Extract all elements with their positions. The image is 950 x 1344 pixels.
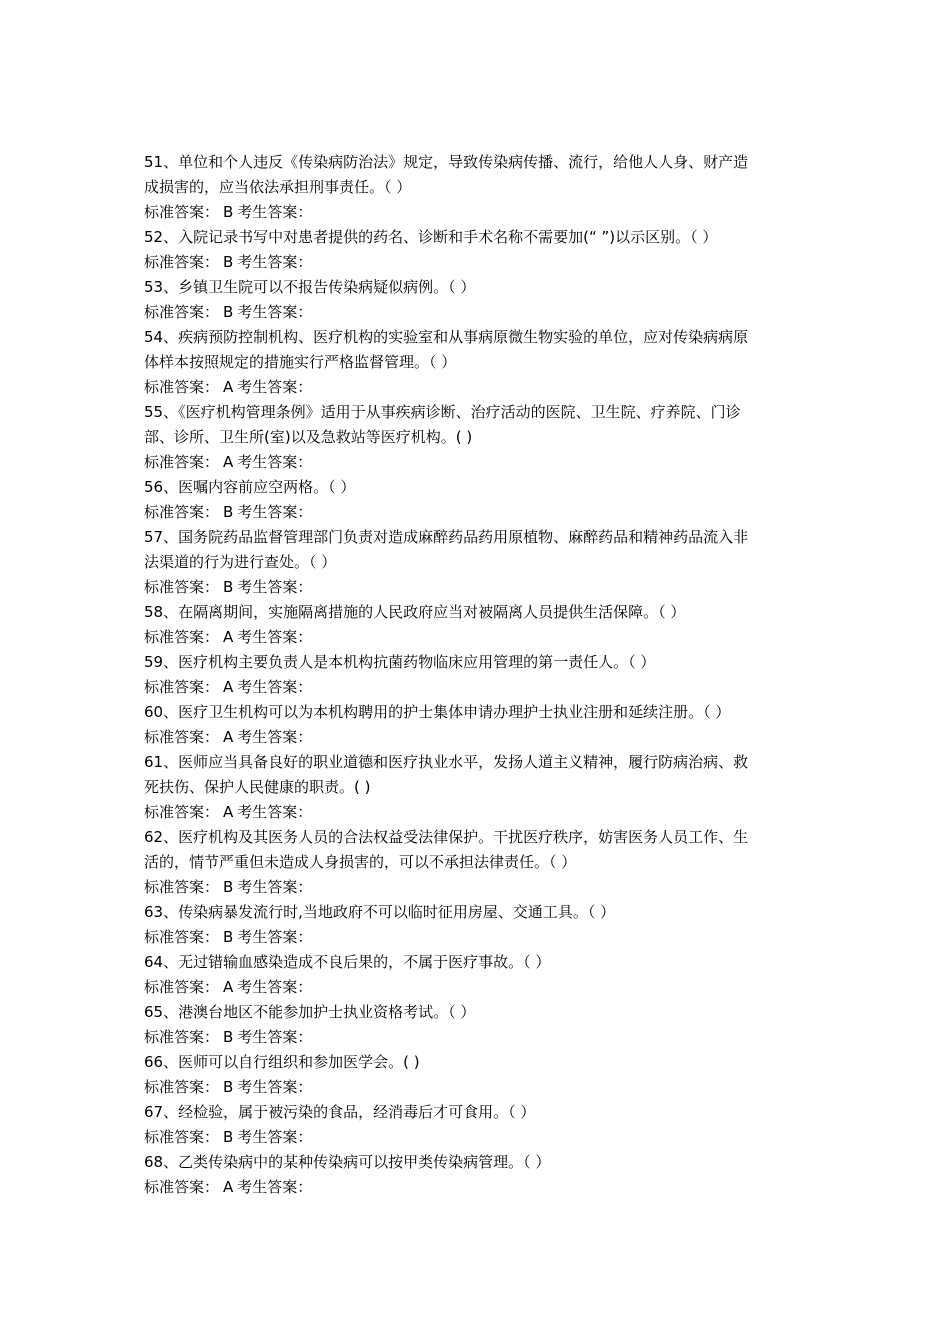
question-text: 法渠道的行为进行查处。（ ）: [144, 553, 337, 571]
standard-answer-label: 标准答案：: [144, 1178, 220, 1196]
answer-line: [144, 925, 820, 950]
question-item: [144, 1150, 820, 1200]
question-text: 53、乡镇卫生院可以不报告传染病疑似病例。（ ）: [144, 278, 476, 296]
examinee-answer-label: 考生答案：: [237, 303, 313, 321]
question-item: [144, 225, 820, 275]
examinee-answer-label: 考生答案：: [237, 578, 313, 596]
examinee-answer-label: 考生答案：: [237, 453, 313, 471]
examinee-answer-label: 考生答案：: [237, 503, 313, 521]
question-item: [144, 475, 820, 525]
question-text: 67、经检验，属于被污染的食品，经消毒后才可食用。（ ）: [144, 1103, 536, 1121]
question-item: [144, 1100, 820, 1150]
standard-answer-label: 标准答案：: [144, 878, 220, 896]
answer-line: [144, 675, 820, 700]
examinee-answer-label: 考生答案：: [237, 378, 313, 396]
answer-line: [144, 575, 820, 600]
answer-line: [144, 625, 820, 650]
answer-line: [144, 725, 820, 750]
standard-answer-label: 标准答案：: [144, 678, 220, 696]
standard-answer-value: A: [223, 803, 234, 821]
question-text: 56、医嘱内容前应空两格。（ ）: [144, 478, 356, 496]
standard-answer-label: 标准答案：: [144, 303, 220, 321]
examinee-answer-label: 考生答案：: [237, 203, 313, 221]
standard-answer-value: B: [223, 578, 234, 596]
answer-line: [144, 1075, 820, 1100]
examinee-answer-label: 考生答案：: [237, 628, 313, 646]
question-item: [144, 150, 820, 225]
question-text: 55、《医疗机构管理条例》适用于从事疾病诊断、治疗活动的医院、卫生院、疗养院、门诊: [144, 403, 741, 421]
standard-answer-label: 标准答案：: [144, 503, 220, 521]
standard-answer-value: A: [223, 1178, 234, 1196]
standard-answer-label: 标准答案：: [144, 1128, 220, 1146]
question-item: [144, 700, 820, 750]
standard-answer-value: A: [223, 453, 234, 471]
question-text: 52、入院记录书写中对患者提供的药名、诊断和手术名称不需要加(“ ”)以示区别。（ ）: [144, 228, 718, 246]
standard-answer-label: 标准答案：: [144, 453, 220, 471]
standard-answer-value: B: [223, 928, 234, 946]
question-item: [144, 525, 820, 600]
examinee-answer-label: 考生答案：: [237, 1028, 313, 1046]
standard-answer-value: B: [223, 253, 234, 271]
question-text: 65、港澳台地区不能参加护士执业资格考试。（ ）: [144, 1003, 476, 1021]
standard-answer-value: B: [223, 203, 234, 221]
question-item: [144, 650, 820, 700]
standard-answer-value: B: [223, 1078, 234, 1096]
question-text: 62、医疗机构及其医务人员的合法权益受法律保护。干扰医疗秩序，妨害医务人员工作、生: [144, 828, 749, 846]
standard-answer-label: 标准答案：: [144, 1028, 220, 1046]
examinee-answer-label: 考生答案：: [237, 1128, 313, 1146]
standard-answer-value: A: [223, 678, 234, 696]
standard-answer-label: 标准答案：: [144, 203, 220, 221]
answer-line: [144, 200, 820, 225]
standard-answer-label: 标准答案：: [144, 1078, 220, 1096]
answer-line: [144, 875, 820, 900]
question-item: [144, 825, 820, 900]
answer-line: [144, 500, 820, 525]
question-text: 体样本按照规定的措施实行严格监督管理。（ ）: [144, 353, 457, 371]
standard-answer-value: B: [223, 1028, 234, 1046]
examinee-answer-label: 考生答案：: [237, 1178, 313, 1196]
question-text: 60、医疗卫生机构可以为本机构聘用的护士集体申请办理护士执业注册和延续注册。（ ）: [144, 703, 731, 721]
examinee-answer-label: 考生答案：: [237, 878, 313, 896]
question-item: [144, 750, 820, 825]
standard-answer-value: B: [223, 303, 234, 321]
question-text: 68、乙类传染病中的某种传染病可以按甲类传染病管理。（ ）: [144, 1153, 551, 1171]
question-text: 61、医师应当具备良好的职业道德和医疗执业水平，发扬人道主义精神，履行防病治病、救: [144, 753, 749, 771]
question-text: 部、诊所、卫生所(室)以及急救站等医疗机构。( ): [144, 428, 473, 446]
question-text: 57、国务院药品监督管理部门负责对造成麻醉药品药用原植物、麻醉药品和精神药品流入非: [144, 528, 749, 546]
standard-answer-value: A: [223, 628, 234, 646]
examinee-answer-label: 考生答案：: [237, 803, 313, 821]
standard-answer-label: 标准答案：: [144, 253, 220, 271]
standard-answer-value: B: [223, 878, 234, 896]
examinee-answer-label: 考生答案：: [237, 928, 313, 946]
question-item: [144, 400, 820, 475]
standard-answer-label: 标准答案：: [144, 978, 220, 996]
question-item: [144, 1050, 820, 1100]
question-text: 54、疾病预防控制机构、医疗机构的实验室和从事病原微生物实验的单位，应对传染病病原: [144, 328, 749, 346]
question-item: [144, 950, 820, 1000]
question-text: 64、无过错输血感染造成不良后果的，不属于医疗事故。（ ）: [144, 953, 551, 971]
answer-line: [144, 1125, 820, 1150]
question-list: [144, 150, 820, 1200]
standard-answer-label: 标准答案：: [144, 803, 220, 821]
question-text: 死扶伤、保护人民健康的职责。( ): [144, 778, 371, 796]
question-text: 成损害的，应当依法承担刑事责任。（ ）: [144, 178, 412, 196]
question-text: 51、单位和个人违反《传染病防治法》规定，导致传染病传播、流行，给他人人身、财产造: [144, 153, 749, 171]
answer-line: [144, 1025, 820, 1050]
question-item: [144, 325, 820, 400]
question-item: [144, 600, 820, 650]
standard-answer-label: 标准答案：: [144, 628, 220, 646]
standard-answer-label: 标准答案：: [144, 928, 220, 946]
examinee-answer-label: 考生答案：: [237, 678, 313, 696]
question-text: 活的，情节严重但未造成人身损害的，可以不承担法律责任。（ ）: [144, 853, 577, 871]
standard-answer-value: A: [223, 978, 234, 996]
standard-answer-value: A: [223, 378, 234, 396]
answer-line: [144, 975, 820, 1000]
question-text: 58、在隔离期间，实施隔离措施的人民政府应当对被隔离人员提供生活保障。（ ）: [144, 603, 686, 621]
answer-line: [144, 450, 820, 475]
standard-answer-value: B: [223, 1128, 234, 1146]
answer-line: [144, 375, 820, 400]
question-item: [144, 900, 820, 950]
standard-answer-value: B: [223, 503, 234, 521]
examinee-answer-label: 考生答案：: [237, 978, 313, 996]
standard-answer-value: A: [223, 728, 234, 746]
examinee-answer-label: 考生答案：: [237, 1078, 313, 1096]
standard-answer-label: 标准答案：: [144, 578, 220, 596]
question-text: 66、医师可以自行组织和参加医学会。( ): [144, 1053, 420, 1071]
standard-answer-label: 标准答案：: [144, 378, 220, 396]
examinee-answer-label: 考生答案：: [237, 728, 313, 746]
question-item: [144, 275, 820, 325]
examinee-answer-label: 考生答案：: [237, 253, 313, 271]
question-text: 59、医疗机构主要负责人是本机构抗菌药物临床应用管理的第一责任人。（ ）: [144, 653, 656, 671]
answer-line: [144, 1175, 820, 1200]
answer-line: [144, 300, 820, 325]
answer-line: [144, 250, 820, 275]
standard-answer-label: 标准答案：: [144, 728, 220, 746]
answer-line: [144, 800, 820, 825]
question-text: 63、传染病暴发流行时,当地政府不可以临时征用房屋、交通工具。（ ）: [144, 903, 616, 921]
question-item: [144, 1000, 820, 1050]
